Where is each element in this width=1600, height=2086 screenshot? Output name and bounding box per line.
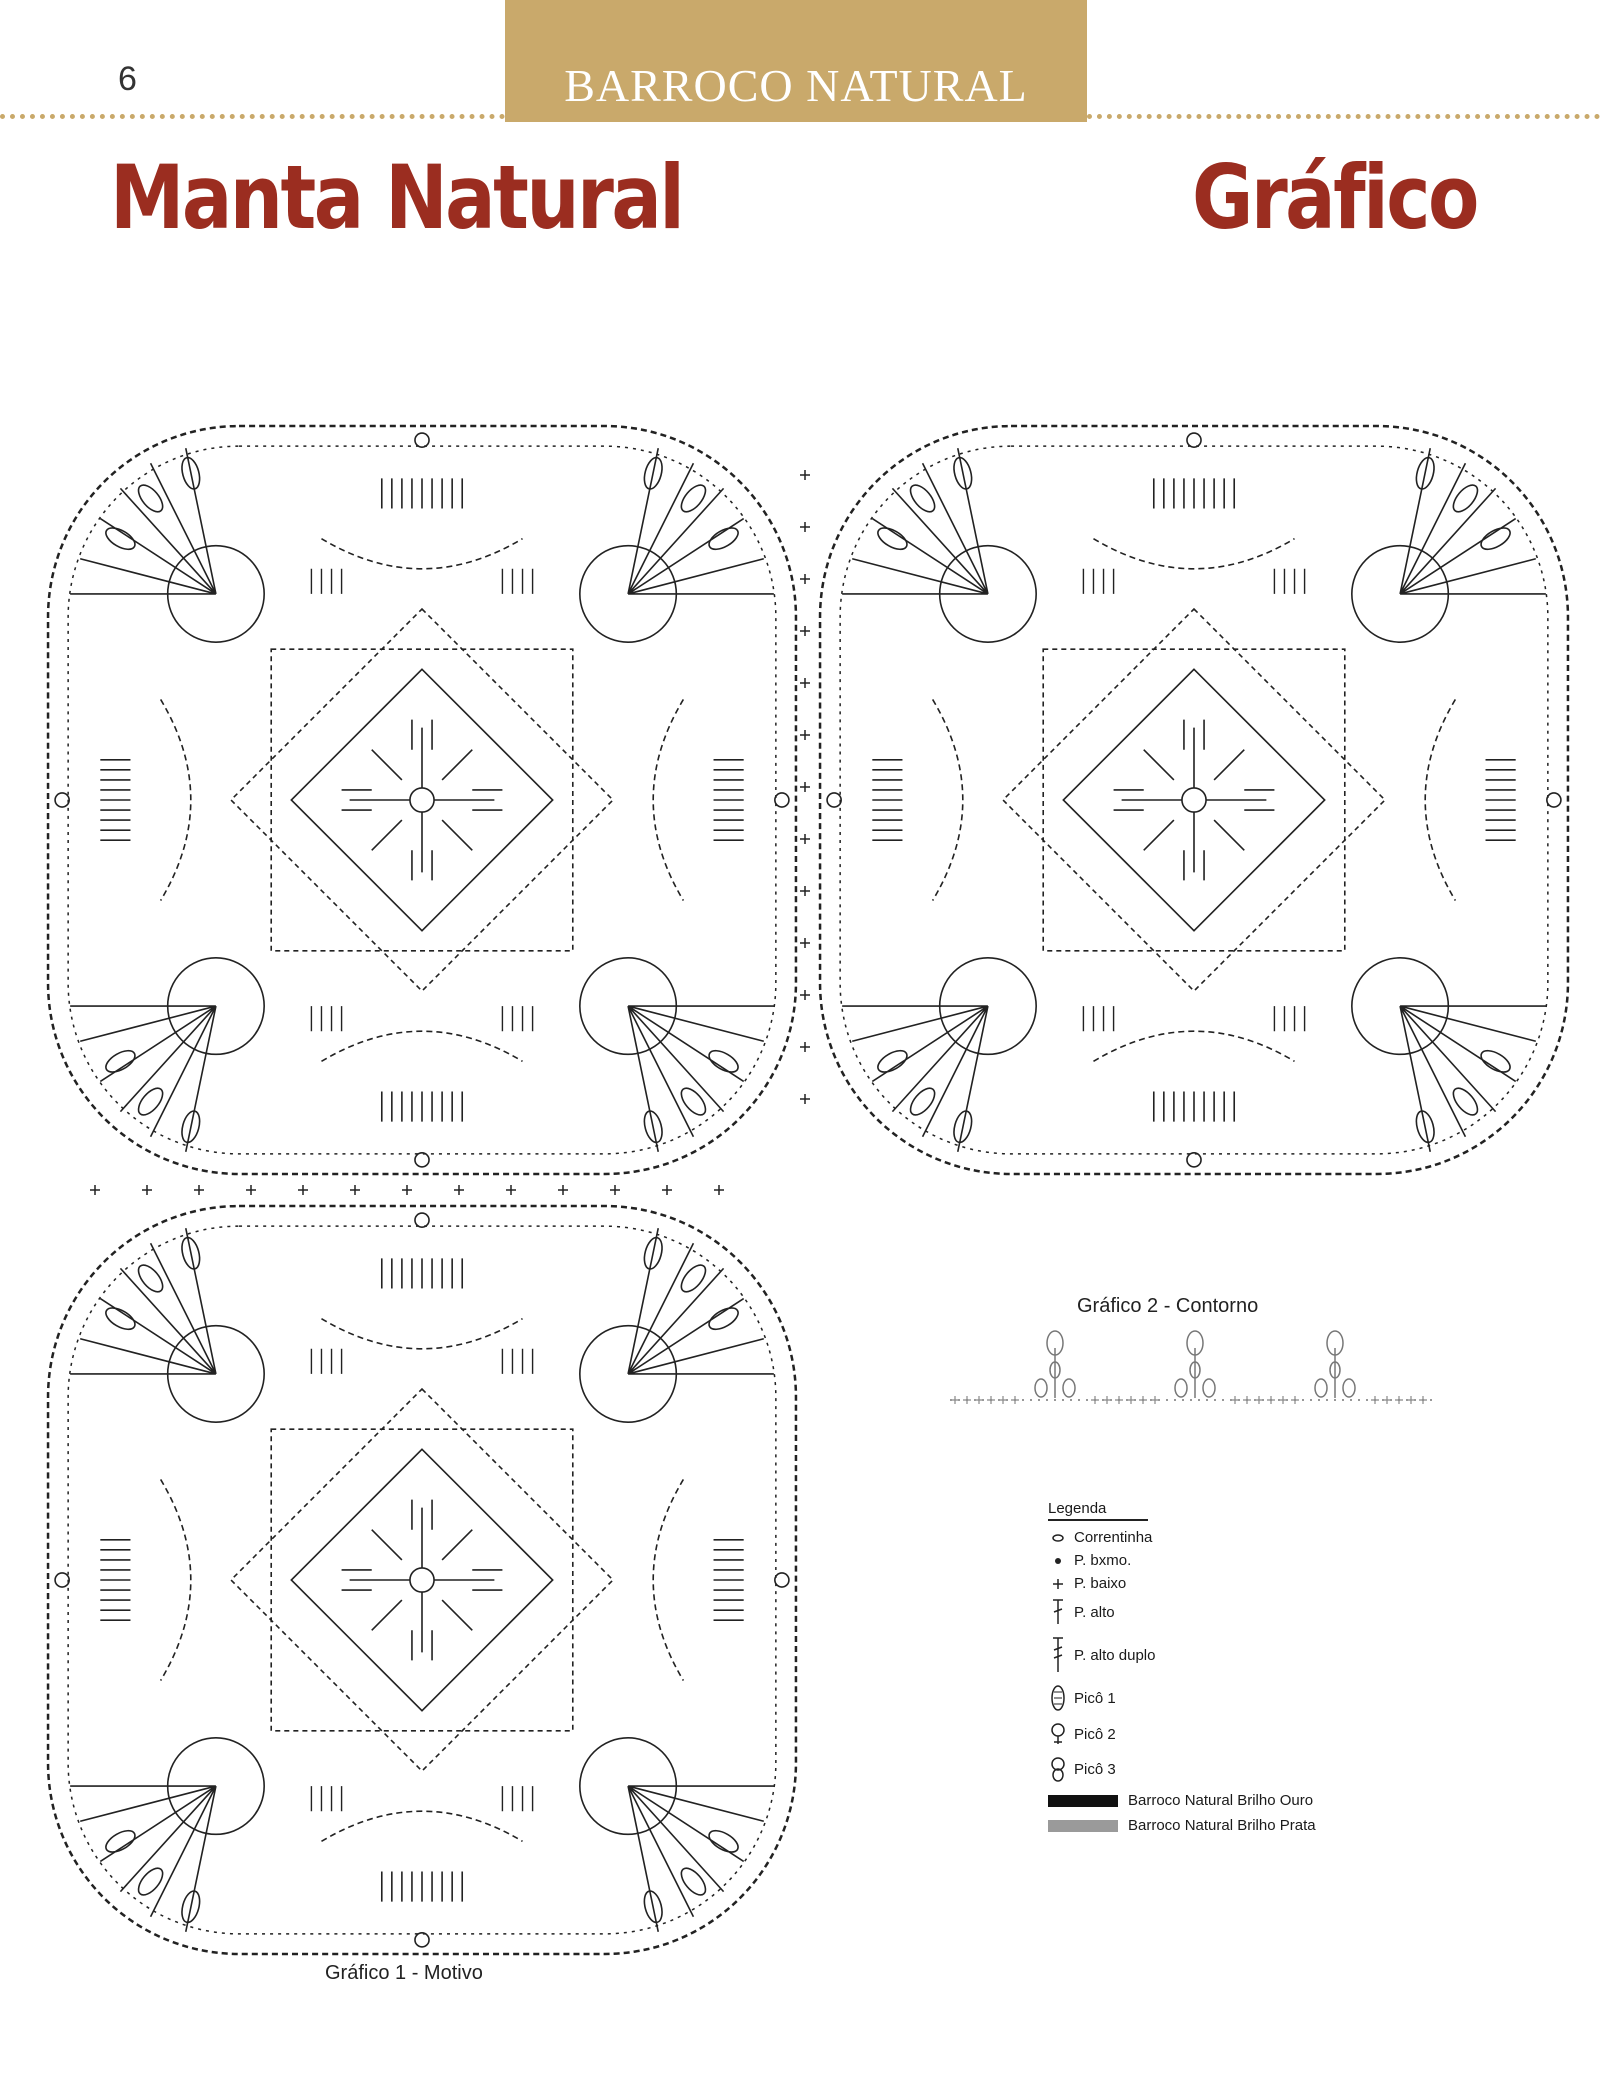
legend-item bbox=[1048, 1598, 1428, 1626]
brand-tab bbox=[505, 0, 1087, 122]
double-crochet-icon bbox=[1048, 1598, 1068, 1626]
motif-bottom-left bbox=[40, 1198, 804, 1962]
single-crochet-icon bbox=[1048, 1578, 1068, 1590]
legend-label: Barroco Natural Brilho Ouro bbox=[1128, 1792, 1314, 1809]
picot-2-icon bbox=[1048, 1722, 1068, 1746]
legend bbox=[1048, 1500, 1428, 1840]
contorno-diagram bbox=[945, 1318, 1445, 1408]
legend-item bbox=[1048, 1684, 1428, 1712]
join-markers-horizontal bbox=[80, 1175, 780, 1205]
slip-stitch-icon bbox=[1048, 1556, 1068, 1566]
legend-label: P. bxmo. bbox=[1074, 1552, 1132, 1569]
legend-item bbox=[1048, 1722, 1428, 1746]
gold-swatch bbox=[1048, 1795, 1118, 1807]
legend-item bbox=[1048, 1636, 1428, 1674]
legend-label: Picô 2 bbox=[1074, 1725, 1116, 1743]
page-number: 6 bbox=[118, 60, 137, 98]
grafico2-caption: Gráfico 2 - Contorno bbox=[1077, 1295, 1259, 1317]
treble-crochet-icon bbox=[1048, 1636, 1068, 1674]
legend-label: P. alto duplo bbox=[1074, 1646, 1156, 1664]
legend-label: Picô 3 bbox=[1074, 1760, 1116, 1778]
chain-icon bbox=[1048, 1533, 1068, 1543]
motif-top-right bbox=[812, 418, 1576, 1182]
join-markers-vertical bbox=[790, 460, 820, 1160]
page-title: Manta Natural bbox=[110, 146, 683, 249]
legend-label: P. alto bbox=[1074, 1603, 1115, 1621]
legend-item bbox=[1048, 1552, 1428, 1569]
silver-swatch bbox=[1048, 1820, 1118, 1832]
grafico1-caption: Gráfico 1 - Motivo bbox=[325, 1962, 483, 1984]
motif-top-left bbox=[40, 418, 804, 1182]
legend-item bbox=[1048, 1817, 1428, 1834]
dotted-divider-left bbox=[0, 114, 505, 119]
legend-label: Barroco Natural Brilho Prata bbox=[1128, 1817, 1316, 1834]
picot-3-icon bbox=[1048, 1756, 1068, 1782]
brand-label: BARROCO NATURAL bbox=[564, 60, 1028, 111]
legend-label: Correntinha bbox=[1074, 1529, 1153, 1546]
legend-item bbox=[1048, 1529, 1428, 1546]
section-title: Gráfico bbox=[1192, 146, 1477, 249]
legend-item bbox=[1048, 1756, 1428, 1782]
legend-title: Legenda bbox=[1048, 1500, 1148, 1521]
legend-item bbox=[1048, 1575, 1428, 1592]
legend-label: P. baixo bbox=[1074, 1575, 1127, 1592]
legend-item bbox=[1048, 1792, 1428, 1809]
picot-1-icon bbox=[1048, 1684, 1068, 1712]
dotted-divider-right bbox=[1087, 114, 1600, 119]
legend-label: Picô 1 bbox=[1074, 1689, 1116, 1707]
